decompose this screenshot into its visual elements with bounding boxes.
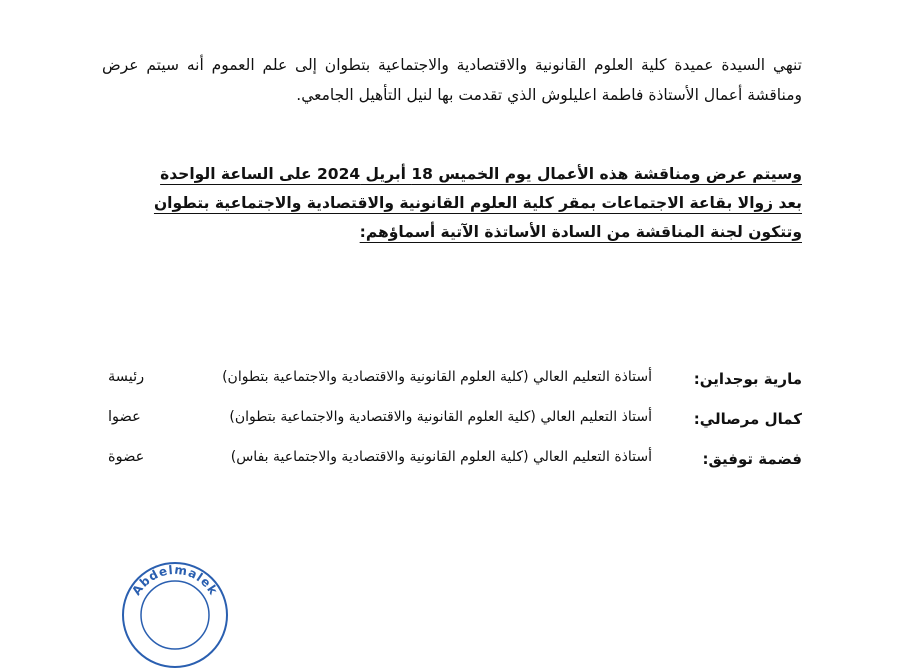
announcement-line: وسيتم عرض ومناقشة هذه الأعمال يوم الخميس 18 أبريل 2024 على الساعة الواحدة [160, 165, 802, 183]
university-seal-stamp [120, 560, 230, 670]
intro-paragraph: تنهي السيدة عميدة كلية العلوم القانونية والاقتصادية والاجتماعية بتطوان إلى علم العموم أنه سيتم عرض ومناقشة أعمال الأستاذة فاطمة اعليلوش الذي تقدمت بها لنيل التأهيل الجامعي. [102, 56, 802, 104]
announcement-line: وتتكون لجنة المناقشة من السادة الأساتذة الآتية أسماؤهم: [359, 223, 802, 241]
committee-list [0, 366, 900, 486]
committee-member [0, 406, 900, 446]
member-rank: أستاذة التعليم العالي (كلية العلوم القانونية والاقتصادية والاجتماعية بفاس) [230, 449, 652, 465]
member-name: كمال مرصالي: [693, 410, 802, 428]
member-name: مارية بوجداين: [693, 370, 802, 388]
announcement-line: بعد زوالا بقاعة الاجتماعات بمقر كلية العلوم القانونية والاقتصادية والاجتماعية بتطوان [153, 194, 802, 212]
seal-text: Abdelmalek [129, 562, 221, 598]
announcement-paragraph [102, 160, 802, 247]
committee-member [0, 366, 900, 406]
committee-member [0, 446, 900, 486]
member-rank: أستاذ التعليم العالي (كلية العلوم القانونية والاقتصادية والاجتماعية بتطوان) [229, 409, 652, 425]
seal-inner-ring [141, 581, 209, 649]
member-role: عضوا [108, 409, 141, 425]
member-rank: أستاذة التعليم العالي (كلية العلوم القانونية والاقتصادية والاجتماعية بتطوان) [222, 369, 652, 385]
member-role: رئيسة [108, 369, 145, 385]
member-role: عضوة [108, 449, 145, 465]
member-name: فضمة توفيق: [702, 450, 802, 468]
